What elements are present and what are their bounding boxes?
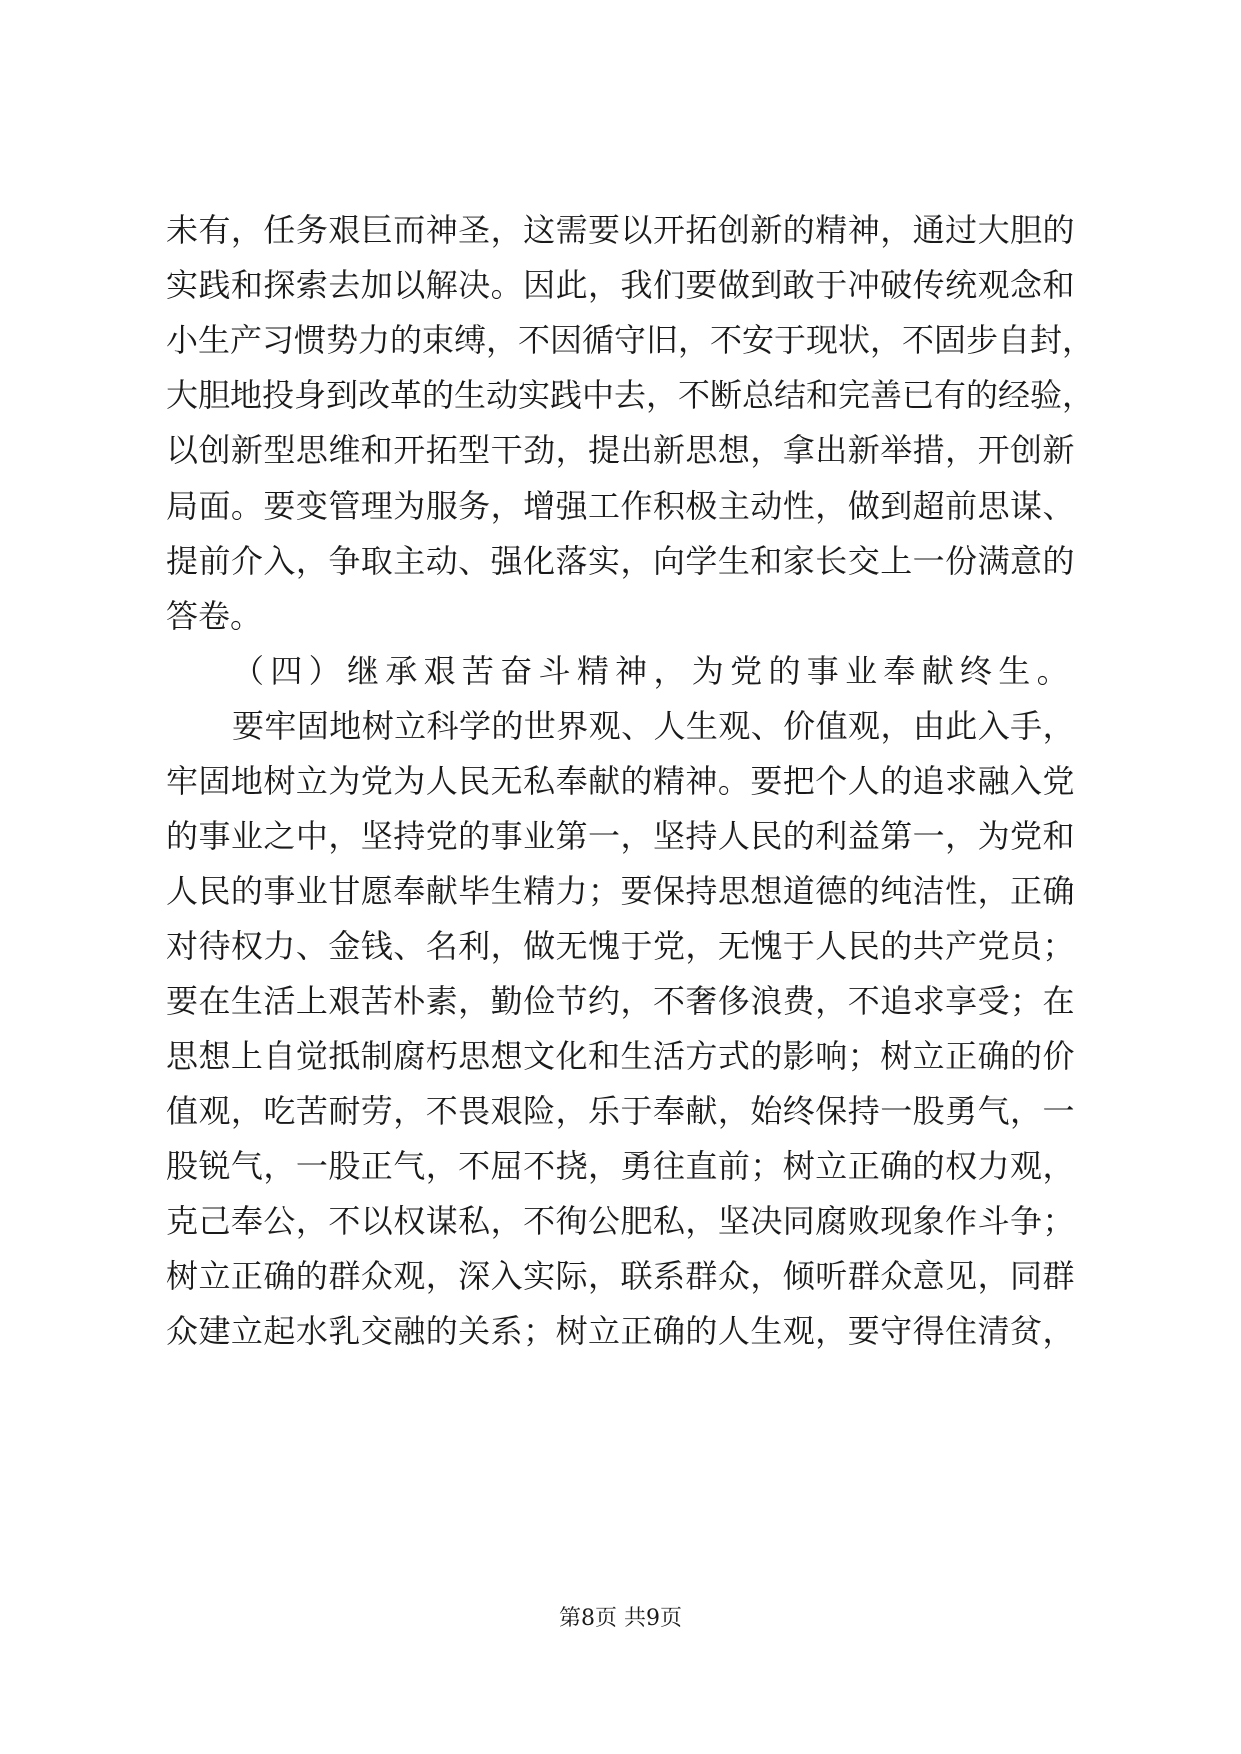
text-line-content: 树立正确的群众观，深入实际，联系群众，倾听群众意见，同群 [166,1257,1075,1295]
text-line [0,375,1241,415]
text-line [0,265,1241,305]
text-line [0,320,1241,360]
text-line [0,1311,1241,1351]
text-line-content: 众建立起水乳交融的关系；树立正确的人生观，要守得住清贫， [166,1312,1075,1350]
text-line [0,1036,1241,1076]
text-line-content: 大胆地投身到改革的生动实践中去，不断总结和完善已有的经验， [166,376,1095,414]
text-line [0,1256,1241,1296]
text-line-content: 答卷。 [166,597,263,635]
text-line-content: 人民的事业甘愿奉献毕生精力；要保持思想道德的纯洁性，正确 [166,872,1075,910]
text-line [0,706,1241,746]
text-line [0,1201,1241,1241]
page-footer: 第8页 共9页 [559,1606,682,1631]
text-line [0,981,1241,1021]
text-line [0,1091,1241,1131]
text-line-content: 思想上自觉抵制腐朽思想文化和生活方式的影响；树立正确的价 [166,1037,1075,1075]
text-line [0,210,1241,250]
text-line [0,871,1241,911]
text-line [0,816,1241,856]
text-line-content: 牢固地树立为党为人民无私奉献的精神。要把个人的追求融入党 [166,762,1075,800]
text-line-content: 未有，任务艰巨而神圣，这需要以开拓创新的精神，通过大胆的 [166,211,1075,249]
text-line-content: 实践和探索去加以解决。因此，我们要做到敢于冲破传统观念和 [166,266,1075,304]
text-line-content: 以创新型思维和开拓型干劲，提出新思想，拿出新举措，开创新 [166,431,1075,469]
text-line [0,761,1241,801]
text-line-content: 股锐气，一股正气，不屈不挠，勇往直前；树立正确的权力观， [166,1147,1075,1185]
text-line-content: 局面。要变管理为服务，增强工作积极主动性，做到超前思谋、 [166,487,1075,525]
text-line [0,430,1241,470]
text-line-content: 小生产习惯势力的束缚，不因循守旧，不安于现状，不固步自封， [166,321,1095,359]
section-heading-text: （四）继承艰苦奋斗精神，为党的事业奉献终生。 [232,652,1075,690]
text-line [0,596,1241,636]
text-line [0,926,1241,966]
text-line [0,486,1241,526]
text-line-content: 值观，吃苦耐劳，不畏艰险，乐于奉献，始终保持一股勇气，一 [166,1092,1075,1130]
text-line-content: 要牢固地树立科学的世界观、人生观、价值观，由此入手， [232,707,1075,745]
section-heading [0,651,1241,691]
text-line [0,1146,1241,1186]
text-line-content: 对待权力、金钱、名利，做无愧于党，无愧于人民的共产党员； [166,927,1075,965]
text-line-content: 的事业之中，坚持党的事业第一，坚持人民的利益第一，为党和 [166,817,1075,855]
text-line [0,541,1241,581]
text-line-content: 提前介入，争取主动、强化落实，向学生和家长交上一份满意的 [166,542,1075,580]
text-line-content: 克己奉公，不以权谋私，不徇公肥私，坚决同腐败现象作斗争； [166,1202,1075,1240]
text-line-content: 要在生活上艰苦朴素，勤俭节约，不奢侈浪费，不追求享受；在 [166,982,1075,1020]
